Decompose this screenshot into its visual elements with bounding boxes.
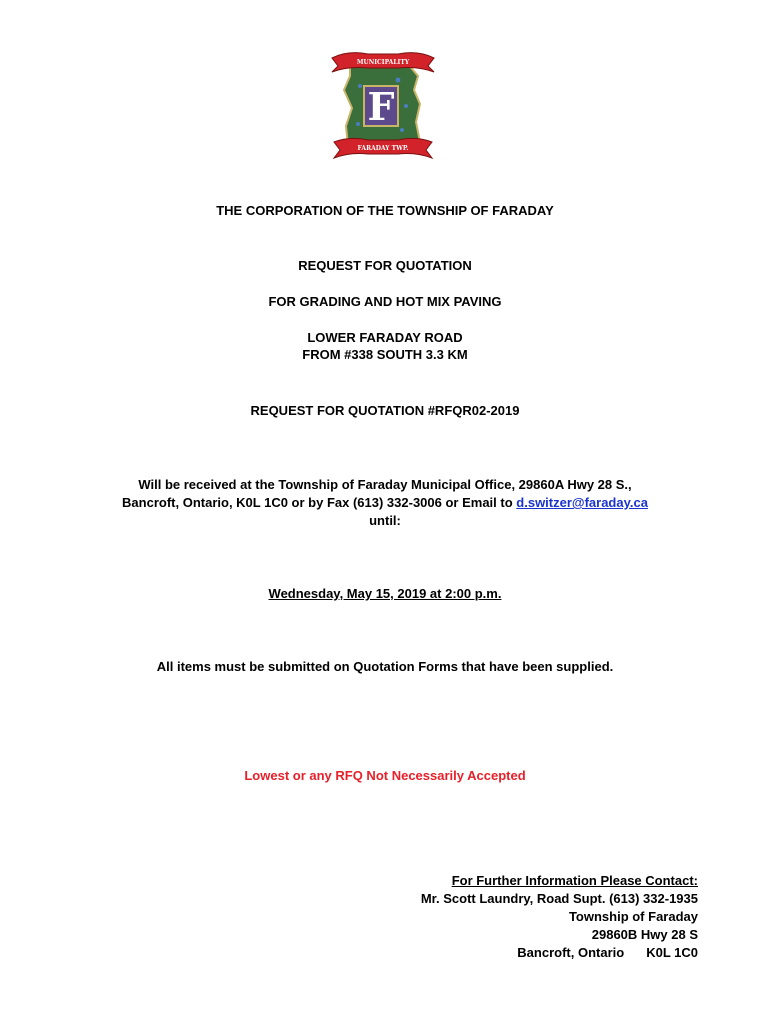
email-link[interactable]: d.switzer@faraday.ca <box>516 495 648 510</box>
contact-block <box>421 872 698 962</box>
segment-title: FROM #338 SOUTH 3.3 KM <box>302 347 468 362</box>
contact-address: 29860B Hwy 28 S <box>591 927 698 942</box>
until-text: until: <box>369 513 401 528</box>
logo-bottom-banner: FARADAY TWP. <box>357 145 409 152</box>
logo-letter: F <box>367 84 395 129</box>
contact-postal: K0L 1C0 <box>646 945 698 960</box>
scope-title: FOR GRADING AND HOT MIX PAVING <box>268 294 502 309</box>
corporation-title: THE CORPORATION OF THE TOWNSHIP OF FARADAY <box>216 203 554 218</box>
contact-city: Bancroft, Ontario <box>517 945 625 960</box>
road-title: LOWER FARADAY ROAD <box>307 330 463 345</box>
request-title: REQUEST FOR QUOTATION <box>298 258 472 273</box>
received-line-1: Will be received at the Township of Faraday Municipal Office, 29860A Hwy 28 S., <box>138 477 632 492</box>
contact-person: Mr. Scott Laundry, Road Supt. (613) 332-1935 <box>420 891 698 906</box>
rfq-number: REQUEST FOR QUOTATION #RFQR02-2019 <box>250 403 520 418</box>
township-logo <box>328 46 438 164</box>
disclaimer: Lowest or any RFQ Not Necessarily Accepted <box>244 768 526 783</box>
received-line-2-text: Bancroft, Ontario, K0L 1C0 or by Fax (613) 332-3006 or Email to <box>122 495 517 510</box>
logo-top-banner: MUNICIPALITY <box>356 59 410 66</box>
contact-org: Township of Faraday <box>568 909 698 924</box>
deadline: Wednesday, May 15, 2019 at 2:00 p.m. <box>268 586 502 601</box>
contact-heading: For Further Information Please Contact: <box>451 873 698 888</box>
forms-note: All items must be submitted on Quotation Forms that have been supplied. <box>156 659 614 674</box>
received-line-2 <box>0 494 770 511</box>
